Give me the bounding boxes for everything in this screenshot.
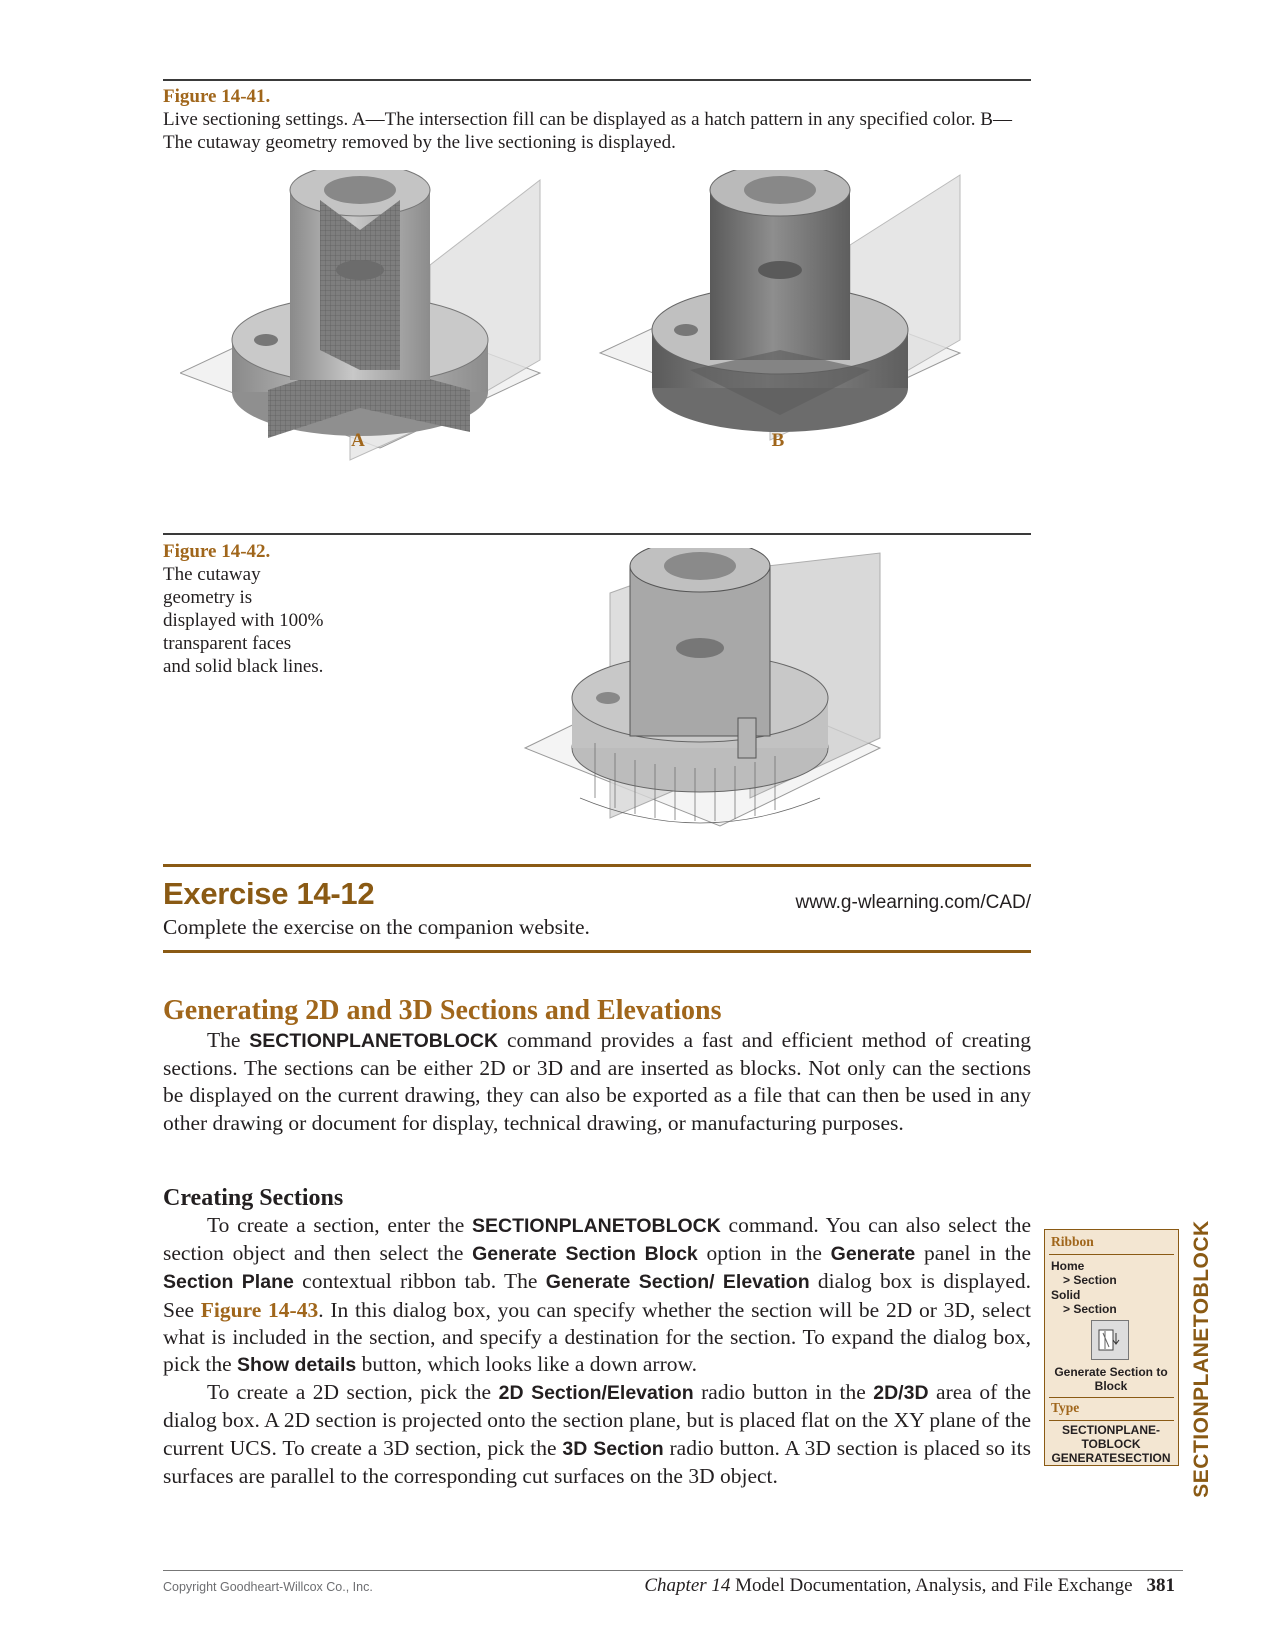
sidebar-type-label: Type bbox=[1051, 1400, 1080, 1415]
footer-chapter-label: Chapter 14 bbox=[644, 1575, 731, 1596]
figure-42-caption-line: transparent faces bbox=[163, 633, 292, 654]
vertical-command-tab-text: SECTIONPLANETOBLOCK bbox=[1190, 1220, 1213, 1498]
sidebar-divider bbox=[1049, 1254, 1174, 1255]
text-run: area of the dialog box. A 2D section is projected onto the section plane, but is placed flat on the XY plane of the current UCS. To create a 3D section, pick the bbox=[163, 1380, 1032, 1460]
text-run: command provides a fast and efficient method of creating sections. The sections can be either 2D or 3D and are inserted as blocks. Not only can the sections be displayed on the current drawing, they can also be exported as a file that can then be used in any other drawing or document for display, technical drawing, or manufacturing purposes. bbox=[163, 1028, 1031, 1135]
sidebar-divider bbox=[1049, 1420, 1174, 1421]
sidebar-divider bbox=[1049, 1397, 1174, 1398]
sidebar-type-value: GENERATESECTION bbox=[1051, 1451, 1171, 1465]
command-name: SECTIONPLANETOBLOCK bbox=[249, 1030, 499, 1052]
figure-41-part-a bbox=[180, 170, 540, 460]
text-run: The bbox=[207, 1028, 250, 1052]
exercise-text: Complete the exercise on the companion website. bbox=[163, 915, 590, 939]
figure-42-caption-line: displayed with 100% bbox=[163, 610, 324, 631]
figure-41-caption-text: Live sectioning settings. A—The intersection fill can be displayed as a hatch pattern in any specified color. B—The cutaway geometry removed by the live sectioning is displayed. bbox=[163, 109, 1012, 153]
paragraph-2 bbox=[163, 1212, 1031, 1379]
option-name: Generate Section Block bbox=[472, 1243, 698, 1266]
exercise-title: Exercise 14-12 bbox=[163, 876, 375, 911]
footer-rule bbox=[163, 1570, 1183, 1571]
subsection-heading: Creating Sections bbox=[163, 1185, 344, 1211]
command-name: SECTIONPLANETOBLOCK bbox=[472, 1215, 721, 1237]
sidebar-type-value: SECTIONPLANE- bbox=[1061, 1423, 1160, 1437]
vertical-command-tab bbox=[1187, 1218, 1217, 1500]
text-run: panel in the bbox=[915, 1241, 1031, 1266]
exercise-url[interactable]: www.g-wlearning.com/CAD/ bbox=[795, 892, 1031, 913]
figure-41-part-b bbox=[600, 170, 960, 440]
exercise-top-rule bbox=[163, 864, 1031, 867]
subsection-paragraphs bbox=[163, 1212, 1031, 1490]
generate-section-block-icon[interactable] bbox=[1091, 1320, 1129, 1360]
command-sidebar bbox=[1044, 1229, 1179, 1466]
dialog-name: Generate Section/ Elevation bbox=[545, 1271, 810, 1294]
radio-name: 3D Section bbox=[562, 1437, 664, 1460]
radio-name: 2D Section/Elevation bbox=[498, 1382, 694, 1405]
tab-name: Section Plane bbox=[163, 1271, 294, 1294]
text-run: To create a section, enter the bbox=[207, 1213, 472, 1237]
section-paragraph bbox=[163, 1027, 1031, 1137]
sidebar-ribbon-label: Ribbon bbox=[1051, 1234, 1094, 1249]
figure-42-illustration bbox=[520, 548, 900, 828]
figure-41-label-a: A bbox=[351, 430, 365, 451]
section-heading: Generating 2D and 3D Sections and Elevations bbox=[163, 995, 722, 1026]
exercise-bottom-rule bbox=[163, 950, 1031, 953]
text-run: radio button. A 3D section is placed so its surfaces are parallel to the corresponding cut surfaces on the 3D object. bbox=[163, 1435, 1031, 1488]
figure-42-top-rule bbox=[163, 533, 1031, 535]
sidebar-tool-name: Generate Section to bbox=[1054, 1365, 1168, 1379]
area-name: 2D/3D bbox=[873, 1382, 929, 1405]
text-run: To create a 2D section, pick the bbox=[207, 1380, 499, 1405]
figure-41-illustration bbox=[180, 170, 980, 480]
figure-41-caption bbox=[163, 85, 1023, 154]
text-run: dialog box is displayed. See bbox=[163, 1269, 1031, 1322]
footer-chapter bbox=[644, 1575, 1175, 1597]
figure-42-caption-line: geometry is bbox=[163, 587, 253, 608]
button-name: Show details bbox=[237, 1354, 357, 1377]
figure-42-caption-line: The cutaway bbox=[163, 564, 261, 585]
figure-42-caption bbox=[163, 540, 393, 678]
paragraph-3 bbox=[163, 1379, 1031, 1490]
text-run: radio button in the bbox=[693, 1380, 874, 1405]
text-run: . In this dialog box, you can specify whether the section will be 2D or 3D, select what is included in the section, and specify a destination for the section. To expand the dialog box, pick the bbox=[163, 1297, 1031, 1377]
panel-name: Generate bbox=[830, 1243, 916, 1266]
text-run: contextual ribbon tab. The bbox=[293, 1269, 546, 1294]
figure-link[interactable]: Figure 14-43 bbox=[200, 1297, 319, 1322]
sidebar-path: Solid bbox=[1051, 1288, 1081, 1302]
footer-chapter-title: Model Documentation, Analysis, and File Exchange bbox=[730, 1575, 1133, 1596]
figure-42-caption-line: and solid black lines. bbox=[163, 656, 324, 677]
figure-41-top-rule bbox=[163, 79, 1031, 81]
figure-42-number: Figure 14-42. bbox=[163, 541, 271, 562]
sidebar-path: Home bbox=[1051, 1259, 1085, 1273]
text-run: button, which looks like a down arrow. bbox=[356, 1352, 698, 1377]
figure-41-number: Figure 14-41. bbox=[163, 86, 271, 107]
text-run: option in the bbox=[697, 1241, 831, 1266]
figure-41-label-b: B bbox=[771, 430, 785, 451]
page-number: 381 bbox=[1146, 1575, 1175, 1596]
footer-copyright: Copyright Goodheart-Willcox Co., Inc. bbox=[163, 1580, 373, 1594]
sidebar-path: > Section bbox=[1063, 1302, 1117, 1316]
sidebar-type-value: TOBLOCK bbox=[1081, 1437, 1141, 1451]
sidebar-tool-name: Block bbox=[1094, 1379, 1128, 1393]
text-run: command. You can also select the section object and then select the bbox=[163, 1213, 1031, 1266]
sidebar-path: > Section bbox=[1063, 1273, 1117, 1287]
